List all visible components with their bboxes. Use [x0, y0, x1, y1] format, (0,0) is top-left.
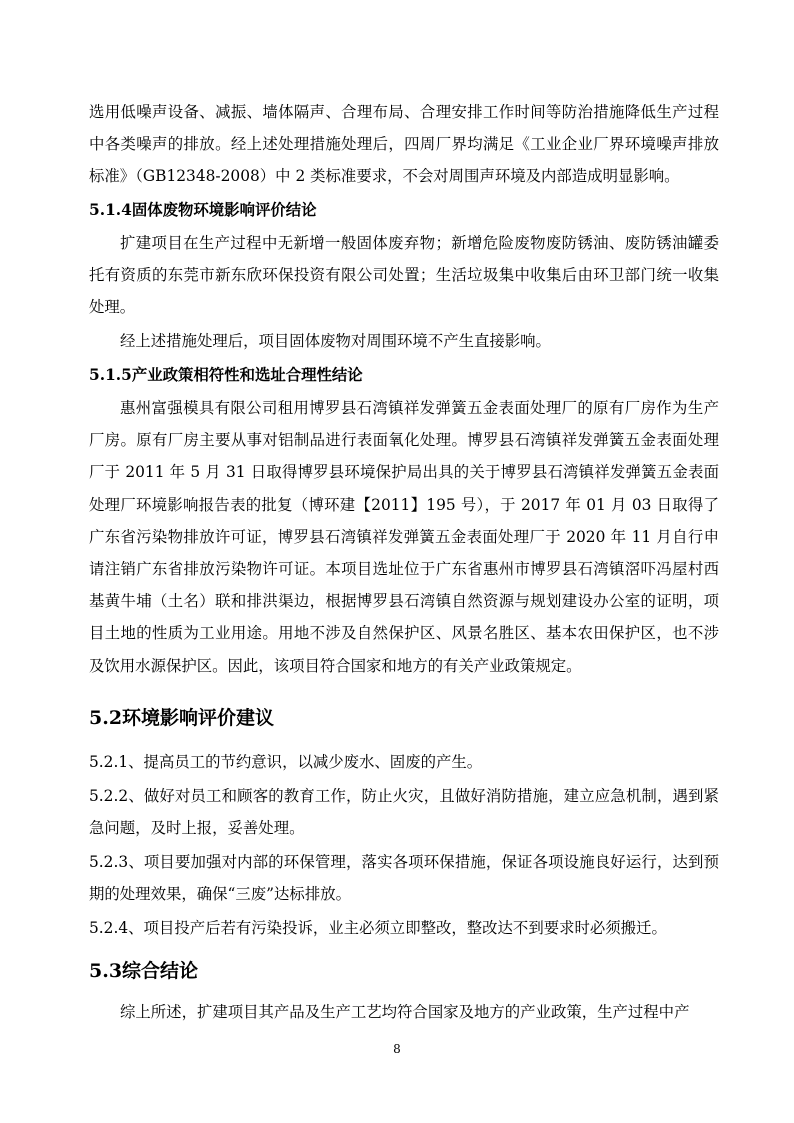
noise-paragraph-continuation: 选用低噪声设备、减振、墙体隔声、合理布局、合理安排工作时间等防治措施降低生产过程中各类噪声的排放。经上述处理措施处理后，四周厂界均满足《工业企业厂界环境噪声排放标准》（GB12348-2008）中 2 类标准要求，不会对周围声环境及内部造成明显影响。 — [89, 103, 719, 186]
industrial-policy-paragraph: 惠州富强模具有限公司租用博罗县石湾镇祥发弹簧五金表面处理厂的原有厂房作为生产厂房。原有厂房主要从事对铝制品进行表面氧化处理。博罗县石湾镇祥发弹簧五金表面处理厂于 2011 年 5 月 31 日取得博罗县环境保护局出具的关于博罗县石湾镇祥发弹簧五金表面处理厂环境影响报告表的批复（博环建【2011】195 号），于 2017 年 01 月 03 日取得了广东省污染物排放许可证，博罗县石湾镇祥发弹簧五金表面处理厂于 2020 年 11 月自行申请注销广东省排放污染物许可证。本项目选址位于广东省惠州市博罗县石湾镇滘吓冯屋村西基黄牛埔（土名）联和排洪渠边，根据博罗县石湾镇自然资源与规划建设办公室的证明，项目土地的性质为工业用途。用地不涉及自然保护区、风景名胜区、基本农田保护区，也不涉及饮用水源保护区。因此，该项目符合国家和地方的有关产业政策规定。 — [89, 399, 719, 675]
conclusion-paragraph: 综上所述，扩建项目其产品及生产工艺均符合国家及地方的产业政策，生产过程中产 — [120, 1003, 690, 1021]
solid-waste-paragraph: 扩建项目在生产过程中无新增一般固体废弃物；新增危险废物废防锈油、废防锈油罐委托有资质的东莞市新东欣环保投资有限公司处置；生活垃圾集中收集后由环卫部门统一收集处理。 — [89, 234, 719, 317]
suggestion-item-5-2-4: 5.2.4、项目投产后若有污染投诉，业主必须立即整改，整改达不到要求时必须搬迁。 — [89, 919, 667, 937]
suggestion-item-5-2-3: 5.2.3、项目要加强对内部的环保管理，落实各项环保措施，保证各项设施良好运行，达到预期的处理效果，确保“三废”达标排放。 — [89, 853, 719, 904]
suggestion-item-5-2-2: 5.2.2、做好对员工和顾客的教育工作，防止火灾，且做好消防措施，建立应急机制，遇到紧急问题，及时上报，妥善处理。 — [89, 787, 719, 838]
section-heading-5-2: 5.2环境影响评价建议 — [89, 707, 275, 729]
suggestion-item-5-2-1: 5.2.1、提高员工的节约意识，以减少废水、固废的产生。 — [89, 753, 483, 771]
section-heading-5-3: 5.3综合结论 — [89, 960, 199, 982]
page-number: 8 — [393, 1042, 401, 1056]
section-heading-5-1-4: 5.1.4固体废物环境影响评价结论 — [89, 201, 317, 219]
section-heading-5-1-5: 5.1.5产业政策相符性和选址合理性结论 — [89, 366, 363, 384]
solid-waste-summary-paragraph: 经上述措施处理后，项目固体废物对周围环境不产生直接影响。 — [120, 332, 551, 350]
